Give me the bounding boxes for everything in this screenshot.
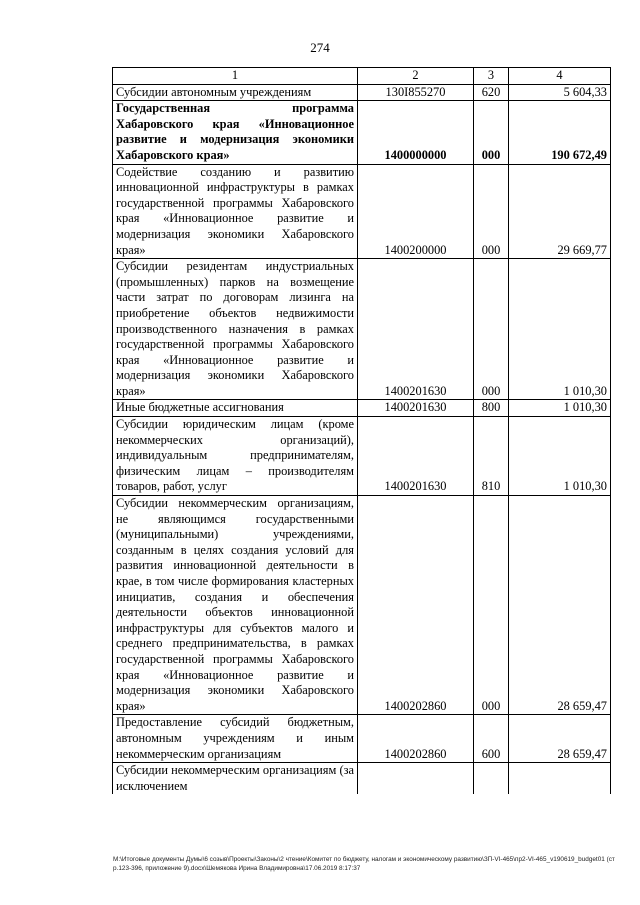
header-col-3: 3 (474, 68, 509, 85)
table-row (113, 400, 611, 417)
row-name-cell: Субсидии некоммерческим организациям (за исключением (113, 763, 358, 795)
table-header-row (113, 68, 611, 85)
table-row (113, 164, 611, 259)
table-row (113, 496, 611, 715)
row-code-cell: 130I855270 (358, 84, 474, 101)
table-row (113, 715, 611, 763)
row-vr-cell: 600 (474, 715, 509, 763)
table-row (113, 101, 611, 164)
row-sum-cell: 190 672,49 (509, 101, 611, 164)
table-row (113, 763, 611, 795)
row-code-cell: 1400201630 (358, 400, 474, 417)
row-code-cell: 1400201630 (358, 259, 474, 400)
row-sum-cell (509, 763, 611, 795)
header-col-4: 4 (509, 68, 611, 85)
row-sum-cell: 28 659,47 (509, 715, 611, 763)
table-row (113, 84, 611, 101)
header-col-2: 2 (358, 68, 474, 85)
row-sum-cell: 1 010,30 (509, 417, 611, 496)
row-sum-cell: 29 669,77 (509, 164, 611, 259)
row-vr-cell: 000 (474, 259, 509, 400)
row-name-cell: Предоставление субсидий бюджетным, автономным учреждениям и иным некоммерческим организациям (113, 715, 358, 763)
row-name-cell: Субсидии некоммерческим организациям, не являющимся государственными (муниципальными) учреждениями, созданным в целях создания условий для развития инновационной деятельности в крае, в том числе формирования кластерных инициатив, создания и обеспечения деятельности объектов инновационной инфраструктуры для субъектов малого и среднего предпринимательства, в рамках государственной программы Хабаровского края «Инновационное развитие и модернизация экономики Хабаровского края» (113, 496, 358, 715)
row-name-cell: Государственная программа Хабаровского края «Инновационное развитие и модернизация экономики Хабаровского края» (113, 101, 358, 164)
row-name-cell: Субсидии юридическим лицам (кроме некоммерческих организаций), индивидуальным предпринимателям, физическим лицам – производителям товаров, работ, услуг (113, 417, 358, 496)
row-code-cell: 1400200000 (358, 164, 474, 259)
row-name-cell: Содействие созданию и развитию инновационной инфраструктуры в рамках государственной программы Хабаровского края «Инновационное развитие и модернизация экономики Хабаровского края» (113, 164, 358, 259)
table-row (113, 259, 611, 400)
row-code-cell (358, 763, 474, 795)
row-vr-cell: 810 (474, 417, 509, 496)
row-code-cell: 1400201630 (358, 417, 474, 496)
row-code-cell: 1400000000 (358, 101, 474, 164)
row-code-cell: 1400202860 (358, 496, 474, 715)
header-col-1: 1 (113, 68, 358, 85)
row-sum-cell: 28 659,47 (509, 496, 611, 715)
row-vr-cell: 000 (474, 101, 509, 164)
page-number: 274 (310, 40, 330, 55)
row-code-cell: 1400202860 (358, 715, 474, 763)
row-sum-cell: 5 604,33 (509, 84, 611, 101)
file-path-footer: M:\Итоговые документы Думы\6 созыв\Проекты\Законы\2 чтение\Комитет по бюджету, налогам и экономическому развитию\ЗП-VI-465\пр2-VI-465_v190619_budget01 (стр.123-396, приложение 9).docx\Шемякова Ирина Владимировна\17.06.2019 8:17:37 (113, 856, 615, 872)
row-name-cell: Субсидии автономным учреждениям (113, 84, 358, 101)
budget-table (112, 67, 611, 794)
table-row (113, 417, 611, 496)
row-vr-cell (474, 763, 509, 795)
row-name-cell: Субсидии резидентам индустриальных (промышленных) парков на возмещение части затрат по договорам лизинга на приобретение объектов недвижимости производственного назначения в рамках государственной программы Хабаровского края «Инновационное развитие и модернизация экономики Хабаровского края» (113, 259, 358, 400)
row-vr-cell: 000 (474, 496, 509, 715)
budget-table-body (113, 68, 611, 795)
row-vr-cell: 800 (474, 400, 509, 417)
row-vr-cell: 000 (474, 164, 509, 259)
row-sum-cell: 1 010,30 (509, 400, 611, 417)
row-name-cell: Иные бюджетные ассигнования (113, 400, 358, 417)
row-vr-cell: 620 (474, 84, 509, 101)
row-sum-cell: 1 010,30 (509, 259, 611, 400)
